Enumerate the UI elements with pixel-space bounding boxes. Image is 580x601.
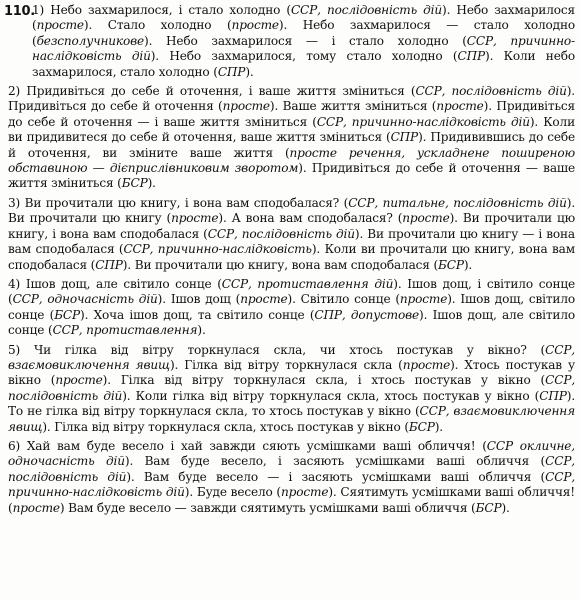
sentence-text: ). Хоча ішов дощ, та світило сонце ( [80, 307, 315, 322]
sentence-text: ). Вам буде весело — і засяють усмішками ваші обличчя ( [126, 469, 546, 484]
sentence-type-label: просте [231, 18, 279, 33]
sentence-text: ). Ішов дощ, і світило сонце ( [8, 276, 575, 307]
sentence-text: ). [245, 64, 254, 79]
sentence-type-label: ССР, причинно-наслідковість дій [32, 33, 575, 64]
sentence-type-label: СПР [217, 64, 246, 79]
answer-item [8, 439, 575, 516]
sentence-type-label: просте [402, 357, 451, 372]
sentence-text: 2) Придивіться до себе й оточення, і ваше життя зміниться ( [8, 84, 416, 99]
sentence-text: ). [197, 323, 206, 338]
sentence-text: ). Небо захмарилося ( [32, 3, 575, 33]
sentence-text: ). Гілка від вітру торкнулася скла ( [169, 357, 403, 372]
sentence-type-label: просте [240, 292, 288, 307]
sentence-text: 1) Небо захмарилося, і стало холодно ( [32, 3, 291, 17]
sentence-text: ). Небо захмарилося — стало холодно ( [32, 18, 576, 48]
sentence-type-label: ССР, взаємовиключення явищ [8, 342, 575, 372]
sentence-text: ). Сяятимуть усмішками ваші обличчя! ( [8, 485, 575, 515]
sentence-text: ). Ішов дощ ( [157, 292, 241, 307]
sentence-text: 4) Ішов дощ, але світило сонце ( [8, 276, 222, 291]
sentence-type-label: просте [12, 500, 60, 515]
sentence-type-label: ССР, послідовність дій [8, 454, 575, 484]
sentence-type-label: ССР, протиставлення [52, 323, 198, 338]
sentence-text: ). Ви прочитали цю книгу — і вона вам сподобалася ( [8, 226, 575, 257]
sentence-type-label: ССР, протиставлення дій [221, 276, 394, 291]
sentence-text: ). Коли небо захмарилося, стало холодно ( [32, 49, 575, 79]
sentence-type-label: СПР [95, 257, 123, 272]
sentence-type-label: ССР, послідовність дій [415, 84, 567, 99]
sentence-type-label: СПР, допустове [314, 307, 420, 322]
sentence-text: ). Ви прочитали цю книгу, і вона вам сподобалася ( [8, 211, 575, 241]
sentence-text: 6) Хай вам буде весело і хай завжди сяють усмішками ваші обличчя! ( [8, 438, 487, 453]
sentence-type-label: СПР [539, 388, 567, 403]
sentence-text: ). Хтось постукав у вікно ( [8, 357, 575, 388]
exercise-number: 110. [4, 4, 35, 19]
sentence-type-label: ССР окличне, одночасність дій [8, 438, 576, 469]
sentence-text: ). Коли ви прочитали цю книгу, вона вам сподобалася ( [8, 242, 575, 272]
sentence-text: ). Гілка від вітру торкнулася скла, хтось постукав у вікно ( [42, 419, 409, 434]
sentence-type-label: БСР [475, 500, 502, 515]
sentence-type-label: просте [171, 211, 219, 226]
sentence-type-label: просте [399, 292, 448, 307]
sentence-text: ). Придивіться до себе й оточення — і ваше життя зміниться ( [8, 99, 575, 129]
answer-item [8, 343, 575, 435]
exercise-110 [4, 3, 575, 516]
answer-item [8, 196, 575, 273]
sentence-text: ). Світило сонце ( [287, 292, 400, 307]
sentence-text: ). Ви прочитали цю книгу, вона вам сподобалася ( [122, 257, 439, 272]
sentence-type-label: просте [436, 99, 484, 114]
sentence-text: ). Небо захмарилося — і стало холодно ( [144, 33, 467, 48]
sentence-type-label: просте [36, 18, 84, 33]
sentence-text: ). Небо захмарилося, тому стало холодно ( [150, 49, 458, 64]
sentence-type-label: ССР, причинно-наслідковість [123, 242, 312, 257]
sentence-text: ). Ішов дощ, світило сонце ( [8, 292, 575, 322]
sentence-text: ). Ішов дощ, але світило сонце ( [8, 307, 576, 338]
sentence-text: ). Придивіться до себе й оточення ( [8, 84, 575, 114]
sentence-type-label: БСР [121, 176, 148, 191]
sentence-text: ). Коли ви придивитеся до себе й оточення, ваше життя зміниться ( [8, 114, 575, 145]
sentence-type-label: просте [402, 211, 450, 226]
sentence-text: 3) Ви прочитали цю книгу, і вона вам сподобалася? ( [8, 195, 349, 210]
sentence-text: ). Коли гілка від вітру торкнулася скла, хтось постукав у вікно ( [122, 388, 540, 403]
sentence-type-label: БСР [408, 419, 435, 434]
sentence-type-label: ССР, послідовність дій [8, 373, 576, 403]
sentence-text: ). То не гілка від вітру торкнулася скла, то хтось постукав у вікно ( [8, 388, 576, 419]
sentence-type-label: ССР, послідовність дій [207, 226, 355, 241]
sentence-text: ). Придивившись до себе й оточення, ви зміните ваше життя ( [8, 130, 575, 160]
sentence-type-label: просте речення, ускладнене поширеною обставиною — дієприслівниковим зворотом [8, 145, 575, 176]
sentence-text: ). А вона вам сподобалася? ( [218, 211, 403, 226]
sentence-text: ). Ваше життя зміниться ( [269, 99, 437, 114]
sentence-type-label: ССР, послідовність дій [290, 3, 443, 17]
sentence-text: ) Вам буде весело — завжди сяятимуть усмішками ваші обличчя ( [59, 500, 476, 515]
answer-item [32, 3, 575, 80]
answer-item [8, 84, 575, 192]
sentence-type-label: СПР [457, 49, 485, 64]
sentence-type-label: ССР, одночасність дій [12, 292, 158, 307]
sentence-text: ). [147, 176, 156, 191]
sentence-type-label: просте [281, 485, 329, 500]
answer-item [8, 277, 575, 339]
sentence-type-label: ССР, причинно-наслідковість дій [8, 469, 576, 500]
sentence-text: ). [501, 500, 510, 515]
sentence-text: ). Буде весело ( [184, 485, 282, 500]
sentence-type-label: БСР [54, 307, 81, 322]
sentence-type-label: ССР, питальне, послідовність дій [348, 195, 567, 210]
sentence-text: ). Гілка від вітру торкнулася скла, і хтось постукав у вікно ( [102, 373, 546, 388]
sentence-text: ). [463, 257, 473, 272]
sentence-text: ). Ви прочитали цю книгу ( [8, 195, 576, 226]
sentence-text: ). Вам буде весело, і засяють усмішками ваші обличчя ( [124, 454, 546, 469]
sentence-text: ). [434, 419, 443, 434]
sentence-type-label: просте [55, 373, 103, 388]
sentence-type-label: просте [222, 99, 270, 114]
sentence-type-label: ССР, взаємовиключення явищ [8, 404, 575, 434]
sentence-text: 5) Чи гілка від вітру торкнулася скла, чи хтось постукав у вікно? ( [8, 342, 546, 357]
sentence-text: ). Придивіться до себе й оточення — ваше життя зміниться ( [8, 161, 575, 191]
sentence-type-label: безсполучникове [36, 33, 144, 48]
sentence-type-label: ССР, причинно-наслідковість дій [316, 114, 530, 129]
sentence-text: ). Стало холодно ( [83, 18, 232, 33]
sentence-type-label: СПР [390, 130, 419, 145]
sentence-type-label: БСР [438, 257, 464, 272]
